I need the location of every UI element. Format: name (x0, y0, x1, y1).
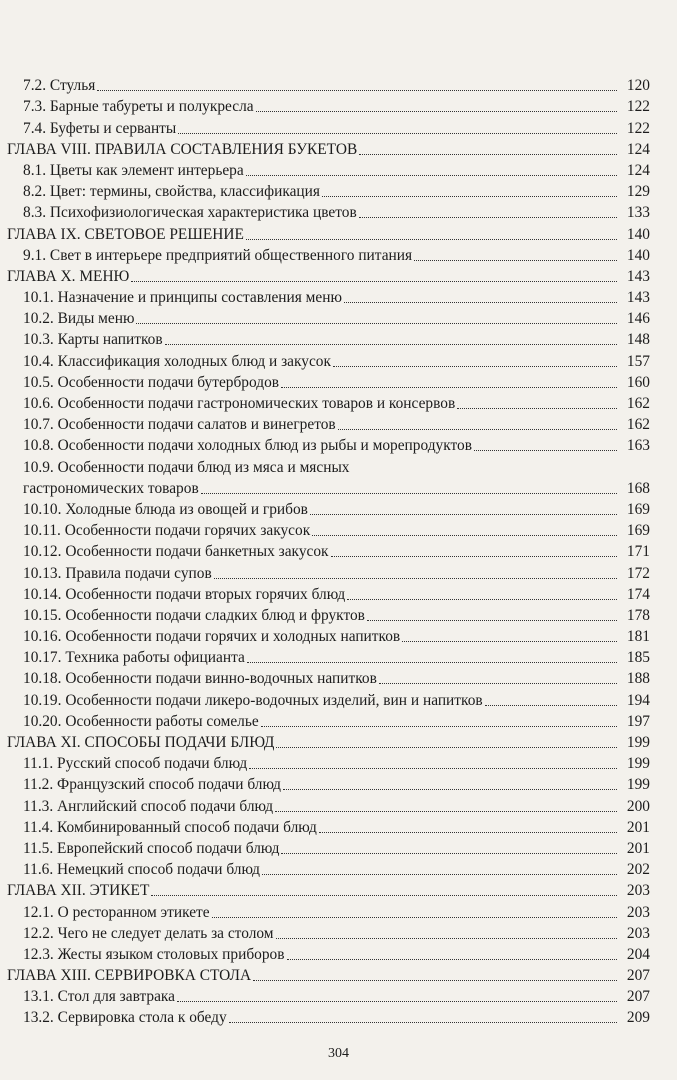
toc-entry-title: 10.15. Особенности подачи сладких блюд и фруктов (23, 606, 365, 624)
toc-entry-title: 11.3. Английский способ подачи блюд (23, 797, 274, 815)
dot-leader (312, 535, 617, 536)
dot-leader (287, 959, 617, 960)
toc-entry-title: 10.20. Особенности работы сомелье (23, 712, 259, 730)
toc-page-number: 146 (626, 310, 650, 328)
toc-page-number: 207 (626, 988, 650, 1006)
dot-leader (331, 556, 617, 557)
toc-section-entry (0, 477, 677, 498)
toc-page-number: 209 (626, 1009, 650, 1027)
toc-page-number: 160 (626, 373, 650, 391)
toc-entry-title: 10.7. Особенности подачи салатов и винегретов (23, 416, 336, 434)
toc-entry-title: 11.6. Немецкий способ подачи блюд (23, 861, 260, 879)
dot-leader (379, 683, 617, 684)
toc-page-number: 207 (626, 967, 650, 985)
toc-entry-title: 13.1. Стол для завтрака (23, 988, 175, 1006)
toc-entry-title: 10.1. Назначение и принципы составления меню (23, 289, 342, 307)
toc-entry-title: 10.2. Виды меню (23, 310, 135, 328)
toc-entry-title: ГЛАВА XII. ЭТИКЕТ (7, 882, 150, 900)
toc-entry-title: 10.6. Особенности подачи гастрономических товаров и консервов (23, 395, 456, 412)
toc-chapter-entry (0, 138, 677, 159)
toc-page-number: 122 (626, 119, 650, 137)
toc-page-number: 204 (626, 945, 650, 963)
toc-section-entry (0, 667, 677, 688)
toc-page-number: 162 (626, 416, 650, 434)
toc-section-entry (0, 540, 677, 561)
toc-entry-title: 11.2. Французский способ подачи блюд (23, 776, 282, 794)
toc-entry-title: 10.8. Особенности подачи холодных блюд из рыбы и морепродуктов (23, 437, 473, 455)
toc-section-entry (0, 498, 677, 519)
toc-page-number: 203 (626, 903, 650, 921)
toc-entry-title: 10.17. Техника работы официанта (23, 649, 245, 667)
table-of-contents (0, 74, 677, 1027)
toc-entry-title: 10.12. Особенности подачи банкетных закусок (23, 543, 329, 561)
toc-section-entry (0, 710, 677, 731)
toc-page-number: 143 (626, 289, 650, 307)
dot-leader (249, 768, 617, 769)
toc-section-entry (0, 74, 677, 95)
toc-page-number: 140 (626, 225, 650, 243)
toc-page-number: 122 (626, 98, 650, 116)
toc-entry-title: 10.10. Холодные блюда из овощей и грибов (23, 500, 308, 518)
toc-page-number: 148 (626, 331, 650, 349)
dot-leader (253, 980, 617, 981)
toc-section-entry (0, 307, 677, 328)
toc-section-entry (0, 455, 677, 476)
toc-entry-title: 10.5. Особенности подачи бутербродов (23, 373, 280, 391)
dot-leader (474, 450, 617, 451)
toc-section-entry (0, 561, 677, 582)
toc-section-entry (0, 116, 677, 137)
toc-section-entry (0, 434, 677, 455)
toc-page-number: 199 (626, 755, 650, 773)
toc-entry-title: ГЛАВА X. МЕНЮ (7, 267, 130, 285)
toc-section-entry (0, 794, 677, 815)
dot-leader (229, 1022, 617, 1023)
toc-section-entry (0, 349, 677, 370)
dot-leader (97, 90, 617, 91)
toc-page-number: 124 (626, 140, 650, 158)
toc-page-number: 203 (626, 924, 650, 942)
toc-section-entry (0, 328, 677, 349)
toc-section-entry (0, 159, 677, 180)
dot-leader (136, 323, 617, 324)
dot-leader (414, 260, 617, 261)
dot-leader (276, 938, 617, 939)
toc-page-number: 171 (626, 543, 650, 561)
toc-entry-title: 10.3. Карты напитков (23, 331, 163, 349)
dot-leader (131, 281, 617, 282)
dot-leader (402, 641, 617, 642)
dot-leader (246, 175, 617, 176)
dot-leader (359, 217, 617, 218)
toc-section-entry (0, 519, 677, 540)
toc-chapter-entry (0, 964, 677, 985)
toc-entry-title: ГЛАВА XI. СПОСОБЫ ПОДАЧИ БЛЮД (7, 734, 275, 751)
dot-leader (177, 1001, 617, 1002)
toc-page-number: 174 (626, 585, 650, 603)
toc-chapter-entry (0, 879, 677, 900)
dot-leader (283, 789, 617, 790)
toc-entry-title: 8.1. Цветы как элемент интерьера (23, 161, 244, 179)
toc-page-number: 129 (626, 183, 650, 201)
toc-chapter-entry (0, 731, 677, 752)
dot-leader (212, 917, 617, 918)
toc-section-entry (0, 985, 677, 1006)
dot-leader (281, 853, 617, 854)
toc-entry-title: 11.1. Русский способ подачи блюд (23, 755, 248, 773)
page-number: 304 (328, 1046, 349, 1061)
dot-leader (344, 302, 617, 303)
toc-entry-title: 8.2. Цвет: термины, свойства, классификация (23, 183, 320, 201)
dot-leader (178, 133, 617, 134)
dot-leader (256, 111, 617, 112)
toc-page-number: 185 (626, 649, 650, 667)
toc-page-number: 199 (626, 776, 650, 794)
toc-section-entry (0, 900, 677, 921)
dot-leader (276, 747, 617, 748)
dot-leader (247, 662, 617, 663)
dot-leader (333, 366, 617, 367)
toc-entry-title: 11.4. Комбинированный способ подачи блюд (23, 818, 317, 836)
toc-section-entry (0, 625, 677, 646)
toc-page-number: 120 (626, 77, 650, 95)
dot-leader (359, 154, 617, 155)
toc-chapter-entry (0, 222, 677, 243)
dot-leader (262, 874, 617, 875)
toc-page-number: 133 (626, 204, 650, 222)
toc-entry-title: 12.3. Жесты языком столовых приборов (23, 945, 285, 963)
toc-entry-title: 7.3. Барные табуреты и полукресла (23, 98, 254, 116)
dot-leader (457, 408, 617, 409)
toc-section-entry (0, 371, 677, 392)
toc-page-number: 169 (626, 500, 650, 518)
toc-entry-title: ГЛАВА IX. СВЕТОВОЕ РЕШЕНИЕ (7, 225, 244, 243)
toc-section-entry (0, 286, 677, 307)
dot-leader (367, 620, 617, 621)
dot-leader (347, 599, 617, 600)
toc-entry-title: 7.4. Буфеты и серванты (23, 119, 177, 137)
dot-leader (201, 493, 617, 494)
toc-page-number: 202 (626, 861, 650, 879)
toc-section-entry (0, 244, 677, 265)
toc-page-number: 199 (626, 734, 650, 751)
toc-section-entry (0, 773, 677, 794)
toc-page-number: 201 (626, 818, 650, 836)
toc-section-entry (0, 1006, 677, 1027)
toc-page-number: 172 (626, 564, 650, 582)
dot-leader (246, 239, 617, 240)
toc-section-entry (0, 180, 677, 201)
toc-section-entry (0, 816, 677, 837)
toc-page-number: 181 (626, 628, 650, 646)
toc-entry-title: 10.18. Особенности подачи винно-водочных напитков (23, 670, 377, 688)
toc-entry-title: гастрономических товаров (23, 479, 199, 497)
toc-page-number: 203 (626, 882, 650, 900)
toc-entry-title: 13.2. Сервировка стола к обеду (23, 1009, 227, 1027)
toc-entry-title: 9.1. Свет в интерьере предприятий общественного питания (23, 246, 413, 264)
toc-page-number: 124 (626, 161, 650, 179)
dot-leader (485, 705, 617, 706)
toc-section-entry (0, 413, 677, 434)
toc-entry-title: 10.11. Особенности подачи горячих закусок (23, 522, 311, 540)
toc-page-number: 169 (626, 522, 650, 540)
dot-leader (319, 832, 617, 833)
toc-entry-title: 11.5. Европейский способ подачи блюд (23, 839, 280, 857)
toc-section-entry (0, 688, 677, 709)
dot-leader (261, 726, 617, 727)
toc-page-number: 162 (626, 395, 650, 412)
toc-page-number: 178 (626, 606, 650, 624)
toc-entry-title: ГЛАВА VIII. ПРАВИЛА СОСТАВЛЕНИЯ БУКЕТОВ (7, 140, 358, 158)
toc-entry-title: 12.2. Чего не следует делать за столом (23, 924, 274, 942)
toc-section-entry (0, 922, 677, 943)
dot-leader (214, 578, 617, 579)
toc-page-number: 140 (626, 246, 650, 264)
dot-leader (165, 344, 617, 345)
toc-page-number: 168 (626, 479, 650, 497)
dot-leader (275, 811, 617, 812)
toc-page-number: 163 (626, 437, 650, 455)
toc-section-entry (0, 604, 677, 625)
dot-leader (310, 514, 617, 515)
toc-entry-title: 10.19. Особенности подачи ликеро-водочных изделий, вин и напитков (23, 691, 483, 709)
toc-entry-title: 8.3. Психофизиологическая характеристика цветов (23, 204, 357, 222)
dot-leader (338, 429, 617, 430)
toc-section-entry (0, 858, 677, 879)
toc-entry-title: 10.9. Особенности подачи блюд из мяса и мясных (23, 458, 350, 476)
toc-entry-title: 7.2. Стулья (23, 77, 96, 95)
dot-leader (281, 387, 617, 388)
toc-section-entry (0, 95, 677, 116)
toc-entry-title: 10.13. Правила подачи супов (23, 564, 212, 582)
toc-section-entry (0, 646, 677, 667)
toc-section-entry (0, 583, 677, 604)
toc-page-number: 197 (626, 712, 650, 730)
toc-entry-title: 10.16. Особенности подачи горячих и холодных напитков (23, 628, 401, 646)
toc-page-number: 194 (626, 691, 650, 709)
dot-leader (322, 196, 617, 197)
toc-section-entry (0, 201, 677, 222)
toc-section-entry (0, 837, 677, 858)
toc-entry-title: 10.14. Особенности подачи вторых горячих блюд (23, 585, 346, 603)
toc-page-number: 200 (626, 797, 650, 815)
toc-page-number: 143 (626, 267, 650, 285)
toc-entry-title: 10.4. Классификация холодных блюд и закусок (23, 352, 331, 370)
toc-entry-title: ГЛАВА XIII. СЕРВИРОВКА СТОЛА (7, 967, 252, 985)
toc-chapter-entry (0, 265, 677, 286)
dot-leader (151, 895, 617, 896)
toc-page-number: 157 (626, 352, 650, 370)
toc-section-entry (0, 943, 677, 964)
toc-page-number: 188 (626, 670, 650, 688)
toc-section-entry (0, 392, 677, 413)
toc-entry-title: 12.1. О ресторанном этикете (23, 903, 210, 921)
toc-section-entry (0, 752, 677, 773)
toc-page-number: 201 (626, 839, 650, 857)
